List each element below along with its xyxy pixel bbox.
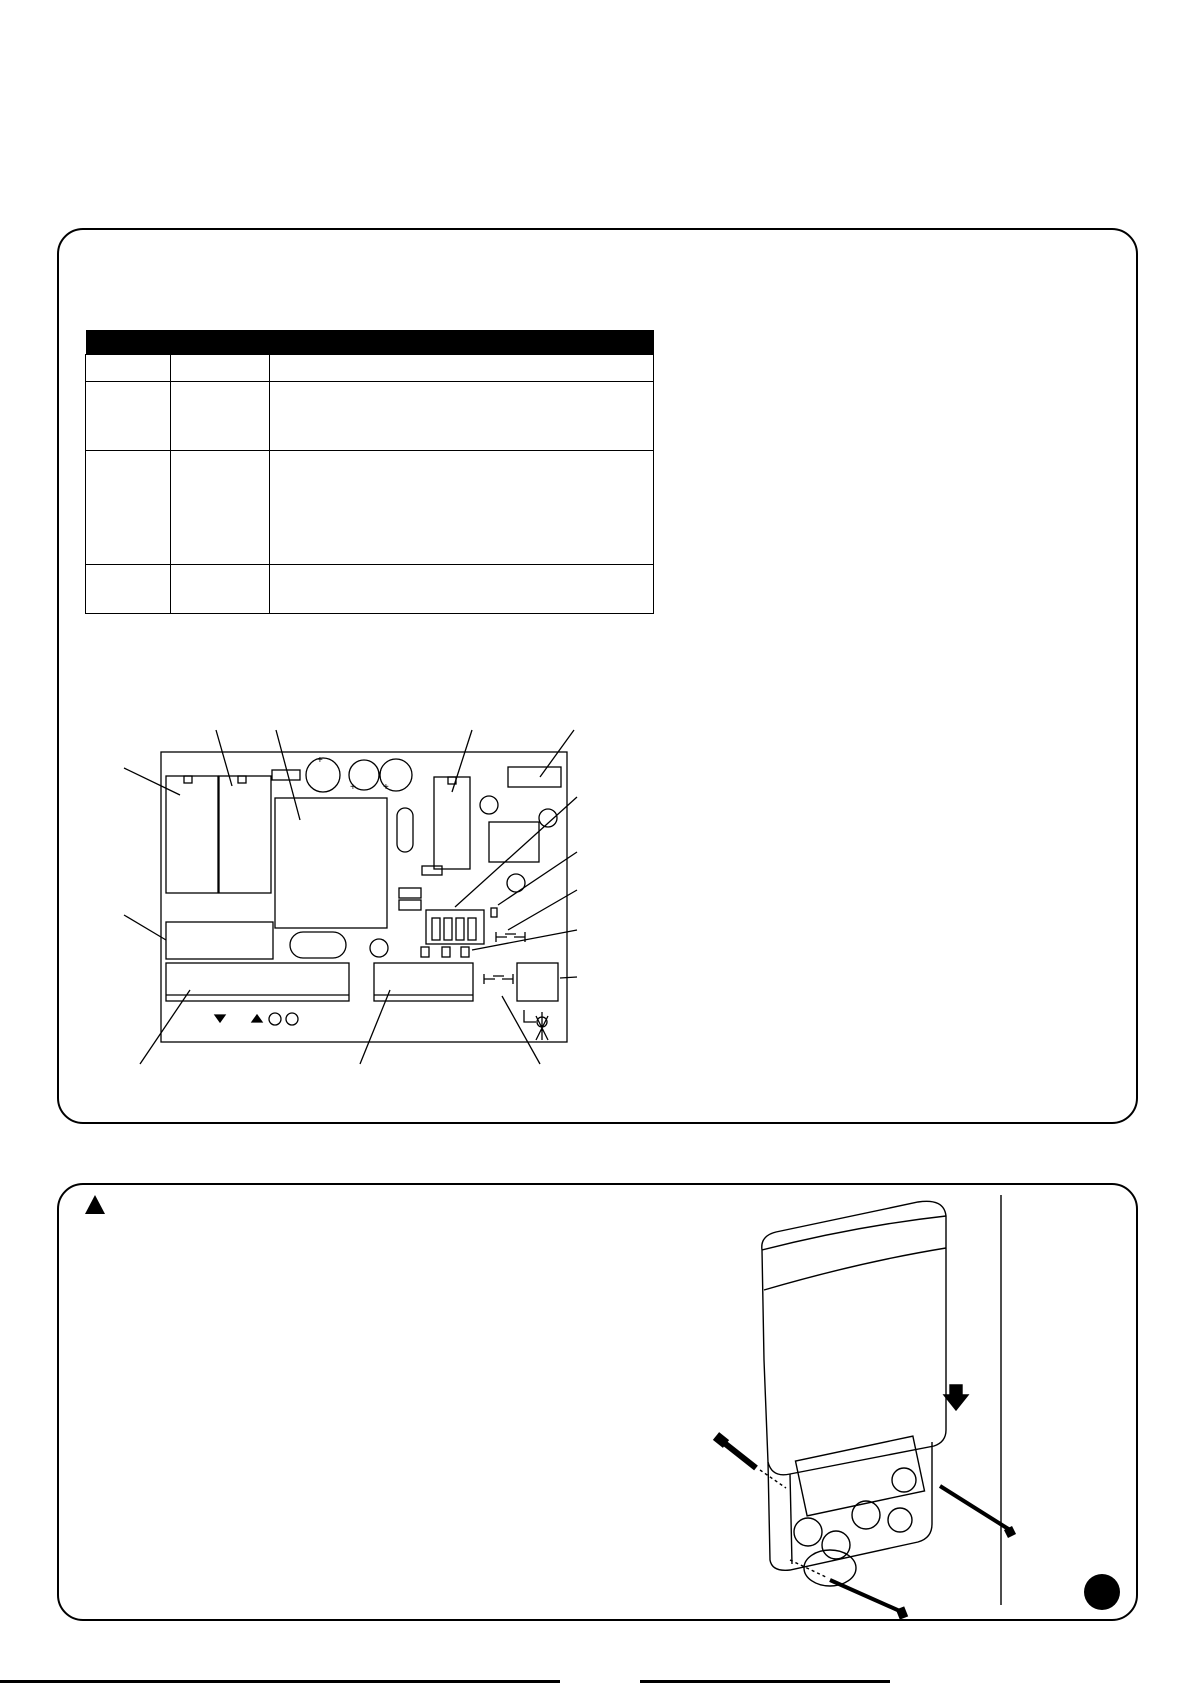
screw: [940, 1486, 1010, 1530]
knockout: [794, 1518, 822, 1546]
screw-path: [760, 1470, 786, 1488]
polarity-mark: +: [317, 755, 323, 766]
polarity-mark: +: [383, 782, 389, 793]
wall-anchor-head: [716, 1436, 726, 1444]
page-number-badge: [1084, 1574, 1120, 1610]
lid-edge: [764, 1248, 946, 1290]
screw-head: [1008, 1528, 1012, 1536]
base-edge: [790, 1474, 792, 1564]
screw-head: [900, 1608, 904, 1618]
footer-rule: [0, 1680, 560, 1683]
knockout: [892, 1468, 916, 1492]
knockout: [852, 1501, 880, 1529]
knockout: [822, 1531, 850, 1559]
enclosure-lid: [762, 1201, 946, 1475]
footer-rule: [640, 1680, 890, 1683]
base-board: [795, 1436, 924, 1516]
lid-edge: [762, 1216, 946, 1250]
knockout: [888, 1508, 912, 1532]
polarity-mark: +: [350, 782, 356, 793]
down-arrow-icon: [944, 1385, 968, 1410]
